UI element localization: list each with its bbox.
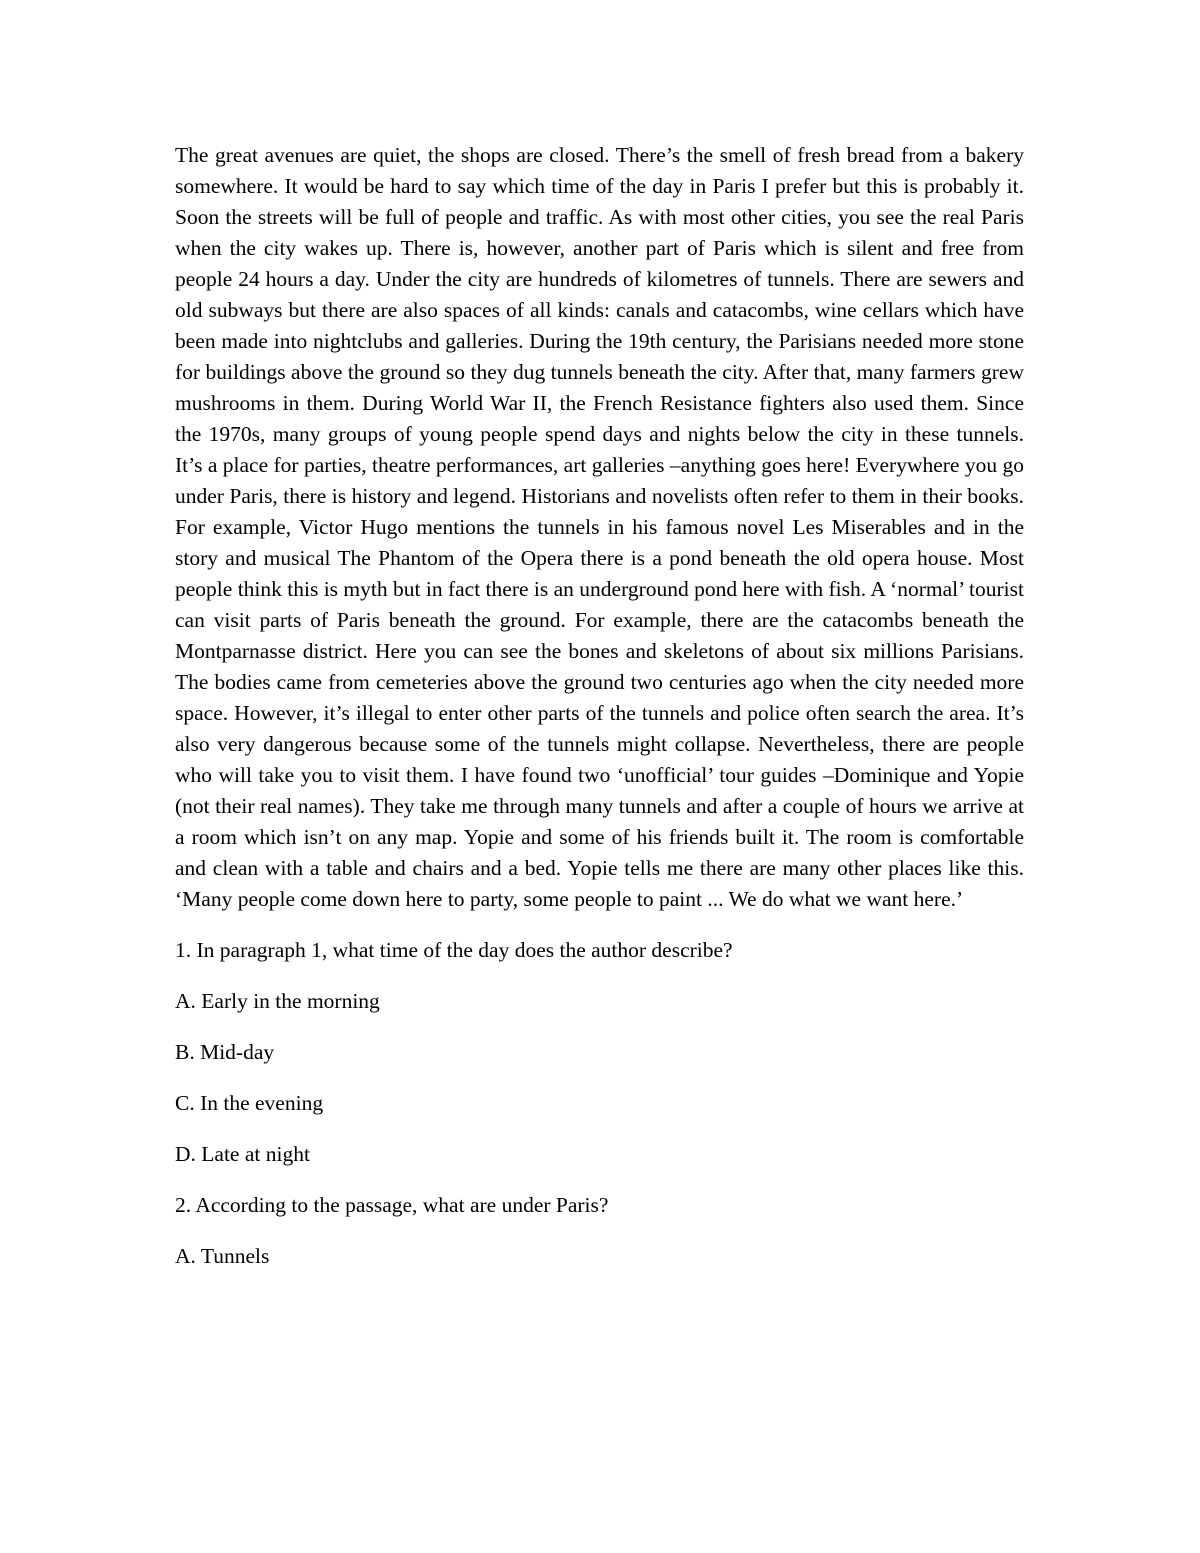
question-1-option-c: C. In the evening — [175, 1091, 324, 1115]
question-1-option-a: A. Early in the morning — [175, 989, 380, 1013]
question-1-option-b: B. Mid-day — [175, 1040, 275, 1064]
question-2-prompt: 2. According to the passage, what are under Paris? — [175, 1193, 609, 1217]
questions-section — [175, 935, 1024, 1292]
reading-passage: The great avenues are quiet, the shops are closed. There’s the smell of fresh bread from a bakery somewhere. It would be hard to say which time of the day in Paris I prefer but this is probably it. Soon the streets will be full of people and traffic. As with most other cities, you see the real Paris when the city wakes up. There is, however, another part of Paris which is silent and free from people 24 hours a day. Under the city are hundreds of kilometres of tunnels. There are sewers and old subways but there are also spaces of all kinds: canals and catacombs, wine cellars which have been made into nightclubs and galleries. During the 19th century, the Parisians needed more stone for buildings above the ground so they dug tunnels beneath the city. After that, many farmers grew mushrooms in them. During World War II, the French Resistance fighters also used them. Since the 1970s, many groups of young people spend days and nights below the city in these tunnels. It’s a place for parties, theatre performances, art galleries –anything goes here! Everywhere you go under Paris, there is history and legend. Historians and novelists often refer to them in their books. For example, Victor Hugo mentions the tunnels in his famous novel Les Miserables and in the story and musical The Phantom of the Opera there is a pond beneath the old opera house. Most people think this is myth but in fact there is an underground pond here with fish. A ‘normal’ tourist can visit parts of Paris beneath the ground. For example, there are the catacombs beneath the Montparnasse district. Here you can see the bones and skeletons of about six millions Parisians. The bodies came from cemeteries above the ground two centuries ago when the city needed more space. However, it’s illegal to enter other parts of the tunnels and police often search the area. It’s also very dangerous because some of the tunnels might collapse. Nevertheless, there are people who will take you to visit them. I have found two ‘unofficial’ tour guides –Dominique and Yopie (not their real names). They take me through many tunnels and after a couple of hours we arrive at a room which isn’t on any map. Yopie and some of his friends built it. The room is comfortable and clean with a table and chairs and a bed. Yopie tells me there are many other places like this. ‘Many people come down here to party, some people to paint ... We do what we want here.’ — [175, 143, 1024, 911]
document-page — [175, 140, 1024, 1292]
question-2-option-a: A. Tunnels — [175, 1244, 270, 1268]
question-1-prompt: 1. In paragraph 1, what time of the day does the author describe? — [175, 938, 733, 962]
question-1-option-d: D. Late at night — [175, 1142, 310, 1166]
